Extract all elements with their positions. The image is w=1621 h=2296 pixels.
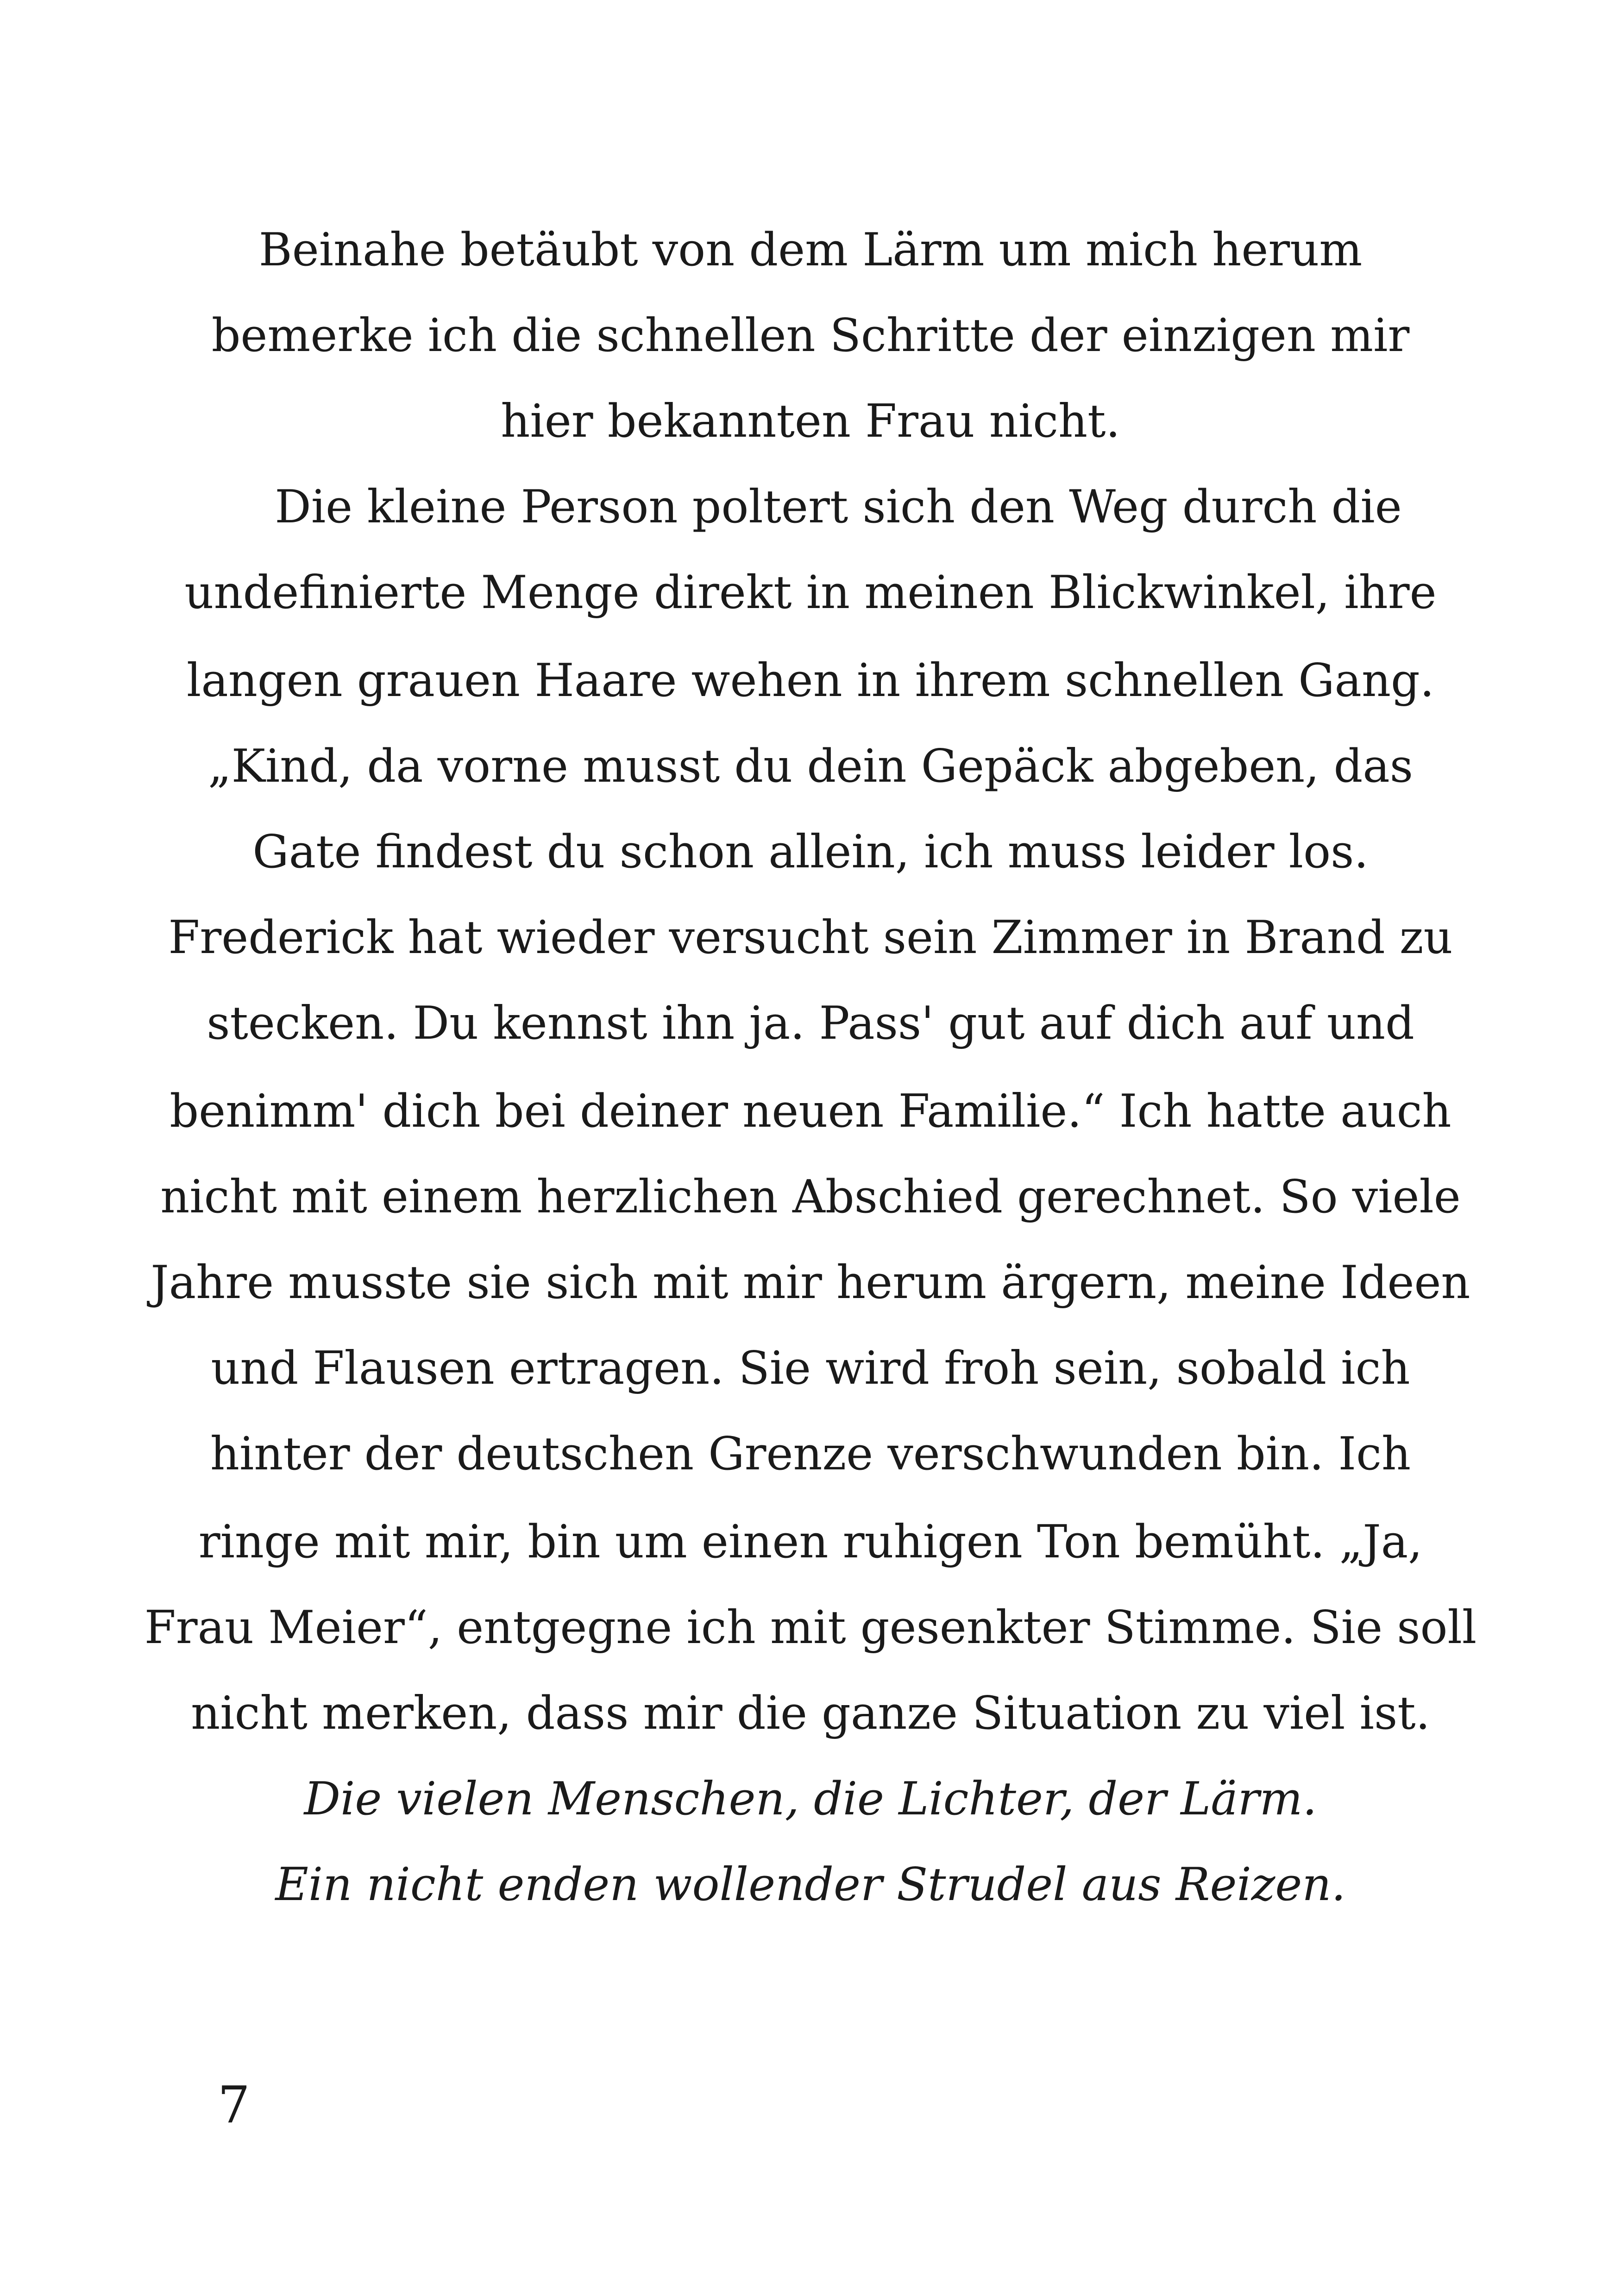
page-number: 7 — [218, 2075, 250, 2134]
text-line: bemerke ich die schnellen Schritte der einzigen mir — [211, 309, 1410, 362]
text-line: nicht mit einem herzlichen Abschied gerechnet. So viele — [160, 1171, 1461, 1223]
italic-text-line: Die vielen Menschen, die Lichter, der Lärm. — [304, 1773, 1317, 1826]
text-line: Gate findest du schon allein, ich muss leider los. — [252, 826, 1369, 878]
italic-text-line: Ein nicht enden wollender Strudel aus Reizen. — [275, 1858, 1346, 1911]
text-line: Beinahe betäubt von dem Lärm um mich herum — [258, 224, 1363, 276]
text-line: Frederick hat wieder versucht sein Zimmer in Brand zu — [168, 911, 1453, 964]
text-line: langen grauen Haare wehen in ihrem schnellen Gang. — [187, 654, 1434, 707]
text-line: Frau Meier“, entgegne ich mit gesenkter Stimme. Sie soll — [144, 1601, 1477, 1654]
text-line: undefinierte Menge direkt in meinen Blickwinkel, ihre — [184, 566, 1437, 619]
text-line: Die kleine Person poltert sich den Weg durch die — [275, 481, 1402, 533]
text-line: „Kind, da vorne musst du dein Gepäck abgeben, das — [207, 740, 1414, 793]
text-line: Jahre musste sie sich mit mir herum ärgern, meine Ideen — [151, 1256, 1470, 1309]
text-line: nicht merken, dass mir die ganze Situation zu viel ist. — [191, 1687, 1430, 1740]
text-line: hier bekannten Frau nicht. — [501, 395, 1120, 448]
text-line: benimm' dich bei deiner neuen Familie.“ Ich hatte auch — [170, 1085, 1451, 1138]
text-line: stecken. Du kennst ihn ja. Pass' gut auf dich auf und — [207, 997, 1414, 1050]
text-line: und Flausen ertragen. Sie wird froh sein, sobald ich — [211, 1342, 1410, 1395]
text-line: ringe mit mir, bin um einen ruhigen Ton bemüht. „Ja, — [198, 1516, 1423, 1568]
text-line: hinter der deutschen Grenze verschwunden bin. Ich — [210, 1428, 1411, 1480]
